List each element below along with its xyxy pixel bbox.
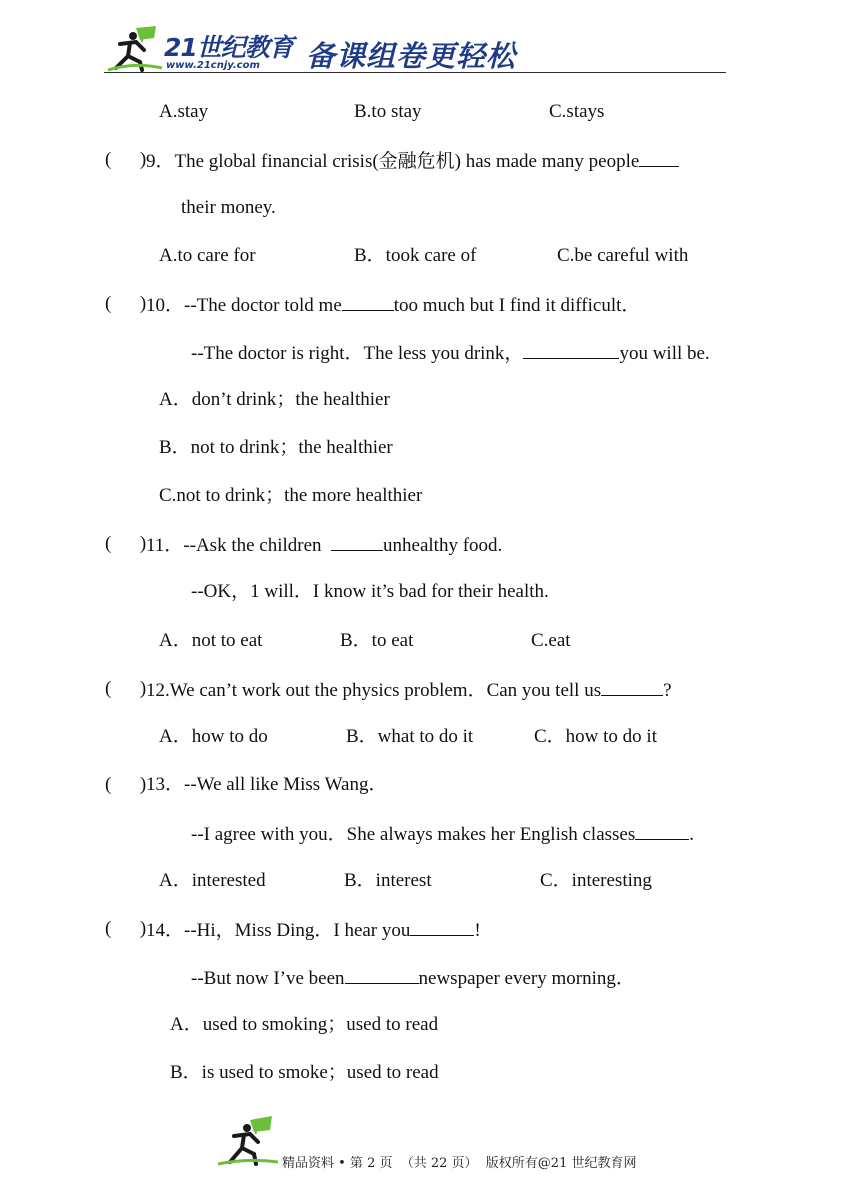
question-14-line2: --But now I’ve been newspaper every morning． bbox=[191, 965, 635, 991]
header-slogan: 备课组卷更轻松 bbox=[306, 39, 517, 73]
answer-blank bbox=[410, 917, 474, 936]
question-12-line1: 12.We can’t work out the physics problem．Can you tell us ? bbox=[146, 677, 672, 703]
answer-blank bbox=[601, 677, 663, 696]
option-c: C.not to drink；the more healthier bbox=[159, 485, 423, 506]
page-footer bbox=[218, 1114, 678, 1174]
answer-bracket[interactable]: ( ) bbox=[105, 774, 147, 795]
answer-blank bbox=[342, 292, 394, 311]
answer-blank bbox=[523, 340, 619, 359]
option-b: B．to eat bbox=[340, 630, 414, 651]
question-10-line2: --The doctor is right．The less you drink， you will be. bbox=[191, 340, 710, 366]
option-b: B．not to drink；the healthier bbox=[159, 437, 393, 458]
page-header bbox=[100, 22, 730, 78]
runner-logo-icon bbox=[218, 1114, 278, 1168]
option-a: A．not to eat bbox=[159, 630, 263, 651]
question-10-line1: 10．--The doctor told me too much but I find it difficult． bbox=[146, 292, 640, 318]
brand-name: 21世纪教育 bbox=[164, 33, 293, 62]
answer-blank bbox=[635, 821, 689, 840]
option-b: B．took care of bbox=[354, 245, 477, 266]
answer-bracket[interactable]: ( ) bbox=[105, 918, 147, 939]
answer-bracket[interactable]: ( ) bbox=[105, 293, 147, 314]
option-a: A．don’t drink；the healthier bbox=[159, 389, 390, 410]
answer-blank bbox=[345, 965, 419, 984]
brand-url: www.21cnjy.com bbox=[166, 60, 260, 71]
option-a: A．used to smoking；used to read bbox=[170, 1014, 439, 1035]
option-b: B．what to do it bbox=[346, 726, 474, 747]
option-c: C.be careful with bbox=[557, 245, 689, 266]
option-a: A.to care for bbox=[159, 245, 256, 266]
option-a: A．how to do bbox=[159, 726, 268, 747]
option-b: B.to stay bbox=[354, 101, 422, 122]
option-a: A.stay bbox=[159, 101, 209, 122]
option-a: A．interested bbox=[159, 870, 266, 891]
runner-logo-icon bbox=[106, 24, 164, 72]
option-b: B．interest bbox=[344, 870, 432, 891]
answer-blank bbox=[331, 532, 383, 551]
answer-bracket[interactable]: ( ) bbox=[105, 678, 147, 699]
answer-blank bbox=[639, 148, 679, 167]
answer-bracket[interactable]: ( ) bbox=[105, 533, 147, 554]
option-c: C.stays bbox=[549, 101, 605, 122]
option-c: C.eat bbox=[531, 630, 571, 651]
question-9-stem-cont: their money. bbox=[181, 197, 276, 218]
question-11-line2: --OK，1 will．I know it’s bad for their health. bbox=[191, 581, 549, 602]
question-14-line1: 14．--Hi，Miss Ding．I hear you ! bbox=[146, 917, 481, 943]
option-c: C．interesting bbox=[540, 870, 652, 891]
option-c: C．how to do it bbox=[534, 726, 657, 747]
question-13-line1: 13．--We all like Miss Wang． bbox=[146, 774, 388, 795]
header-divider bbox=[104, 72, 726, 73]
question-9-stem: 9．The global financial crisis(金融危机) has made many people bbox=[146, 148, 679, 174]
footer-page-info: 精品资料 • 第 2 页 （共 22 页） 版权所有@21 世纪教育网 bbox=[282, 1156, 637, 1171]
answer-bracket[interactable]: ( ) bbox=[105, 149, 147, 170]
question-13-line2: --I agree with you．She always makes her English classes . bbox=[191, 821, 694, 847]
option-b: B．is used to smoke；used to read bbox=[170, 1062, 439, 1083]
question-11-line1: 11．--Ask the children unhealthy food. bbox=[146, 532, 502, 558]
